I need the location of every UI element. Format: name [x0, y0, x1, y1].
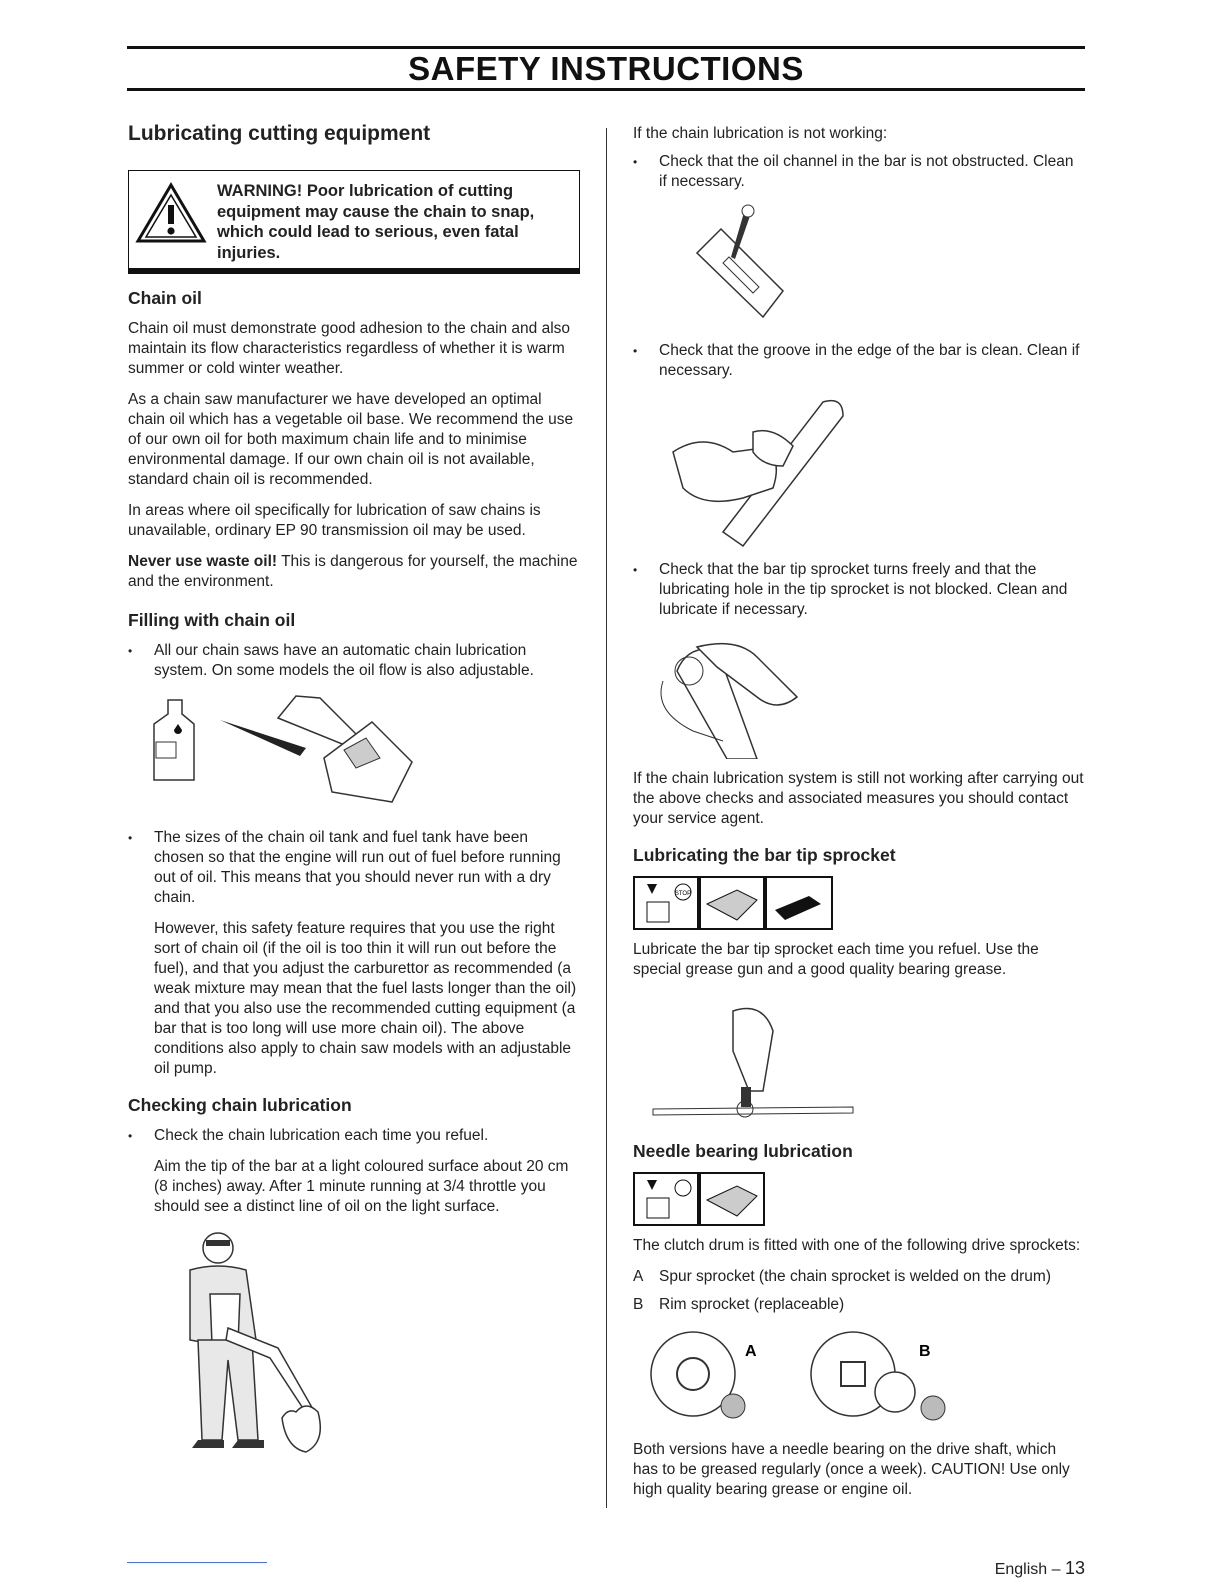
lube-not-working-intro: If the chain lubrication is not working:: [633, 125, 888, 142]
page-title: SAFETY INSTRUCTIONS: [408, 50, 804, 87]
left-column: [128, 120, 580, 1468]
bar-tip-title: Lubricating the bar tip sprocket: [633, 845, 896, 865]
needle-item-a: [633, 1267, 1085, 1287]
needle-stop-engine-icon: [633, 1172, 767, 1226]
bar-tip-icons: [633, 876, 1085, 930]
item-b-label: B: [633, 1296, 644, 1313]
needle-bearing-icons: [633, 1172, 1085, 1226]
check-oil-channel: • Check that the oil channel in the bar is not obstructed. Clean if necessary.: [633, 152, 1085, 192]
item-a-text: Spur sprocket (the chain sprocket is welded on the drum): [659, 1268, 1051, 1285]
title-rule: [127, 88, 1085, 91]
page-number: 13: [1064, 1558, 1085, 1578]
footer-language: English: [994, 1561, 1048, 1578]
sprocket-types-illustration: [633, 1326, 1085, 1432]
column-divider: [606, 128, 607, 1508]
stop-engine-icon: [633, 876, 833, 930]
checking-p: Aim the tip of the bar at a light coloured surface about 20 cm (8 inches) away. After 1 minute running at 3/4 throttle you should see a distinct line of oil on the light surface.: [154, 1158, 569, 1215]
needle-p2: Both versions have a needle bearing on the drive shaft, which has to be greased regularly (once a week). CAUTION! Use only high quality bearing grease or engine oil.: [633, 1441, 1070, 1498]
needle-item-b: [633, 1295, 1085, 1315]
section-heading: Lubricating cutting equipment: [128, 122, 431, 145]
filling-p: However, this safety feature requires that you use the right sort of chain oil (if the oil is too thin it will run out before the fuel), and that you adjust the carburettor as recommended (a weak mixture may mean that the fuel lasts longer than the oil) and that you also use the recommended cutting equipment (a bar that is too long will use more chain oil). The above conditions also apply to chain saw models with an adjustable oil pump.: [154, 920, 577, 1077]
bar-tip-p: Lubricate the bar tip sprocket each time you refuel. Use the special grease gun and a good quality bearing grease.: [633, 941, 1039, 978]
top-rule: [127, 46, 1085, 49]
footer-separator: –: [1047, 1561, 1065, 1578]
fig-label-b: B: [919, 1343, 931, 1360]
right-column: [633, 124, 1085, 1511]
chain-oil-p4-rest: This is dangerous for yourself, the machine and the environment.: [128, 553, 578, 590]
fig-label-a: A: [745, 1343, 757, 1360]
bottom-link-line: [127, 1562, 267, 1563]
operator-illustration: [128, 1228, 580, 1468]
filling-bullet-1: • All our chain saws have an automatic chain lubrication system. On some models the oil flow is also adjustable.: [128, 641, 580, 681]
warning-text: WARNING! Poor lubrication of cutting equipment may cause the chain to snap, which could lead to serious, even fatal injuries.: [217, 182, 535, 262]
oil-channel-illustration: [633, 203, 1085, 333]
chain-oil-p4: [128, 552, 580, 592]
item-b-text: Rim sprocket (replaceable): [659, 1296, 845, 1313]
warning-triangle-icon: [135, 181, 207, 245]
needle-p1: The clutch drum is fitted with one of the following drive sprockets:: [633, 1237, 1081, 1254]
chain-oil-p3: In areas where oil specifically for lubrication of saw chains is unavailable, ordinary EP 90 transmission oil may be used.: [128, 502, 541, 539]
filling-bullet-2: • The sizes of the chain oil tank and fuel tank have been chosen so that the engine will run out of fuel before running out of oil. This means that you should never run with a dry chain.: [128, 828, 580, 908]
bar-groove-illustration: [633, 392, 1085, 552]
chain-oil-p2: As a chain saw manufacturer we have developed an optimal chain oil which has a vegetable oil base. We recommend the use of our own oil for both maximum chain life and to minimise environmental damage. If our own chain oil is not available, standard chain oil is recommended.: [128, 391, 574, 488]
lube-still-not-working: If the chain lubrication system is still not working after carrying out the above checks and associated measures you should contact your service agent.: [633, 770, 1084, 827]
needle-bearing-title: Needle bearing lubrication: [633, 1141, 853, 1161]
check-bar-groove: • Check that the groove in the edge of the bar is clean. Clean if necessary.: [633, 341, 1085, 381]
stop-label: STOP: [674, 891, 692, 897]
tip-sprocket-check-illustration: [633, 631, 1085, 759]
chain-oil-title: Chain oil: [128, 288, 202, 308]
chain-oil-p1: Chain oil must demonstrate good adhesion to the chain and also maintain its flow characteristics regardless of whether it is warm summer or cold winter weather.: [128, 320, 571, 377]
never-waste-oil: Never use waste oil!: [128, 553, 278, 570]
warning-box: [128, 170, 580, 274]
oil-filling-illustration: [128, 692, 580, 822]
checking-title: Checking chain lubrication: [128, 1095, 352, 1115]
check-tip-sprocket: • Check that the bar tip sprocket turns freely and that the lubricating hole in the tip sprocket is not blocked. Clean and lubricate if necessary.: [633, 560, 1085, 620]
filling-title: Filling with chain oil: [128, 610, 296, 630]
item-a-label: A: [633, 1268, 644, 1285]
grease-gun-illustration: [633, 991, 1085, 1131]
checking-bullet-1: • Check the chain lubrication each time you refuel.: [128, 1126, 580, 1146]
page-footer: [995, 1558, 1085, 1579]
